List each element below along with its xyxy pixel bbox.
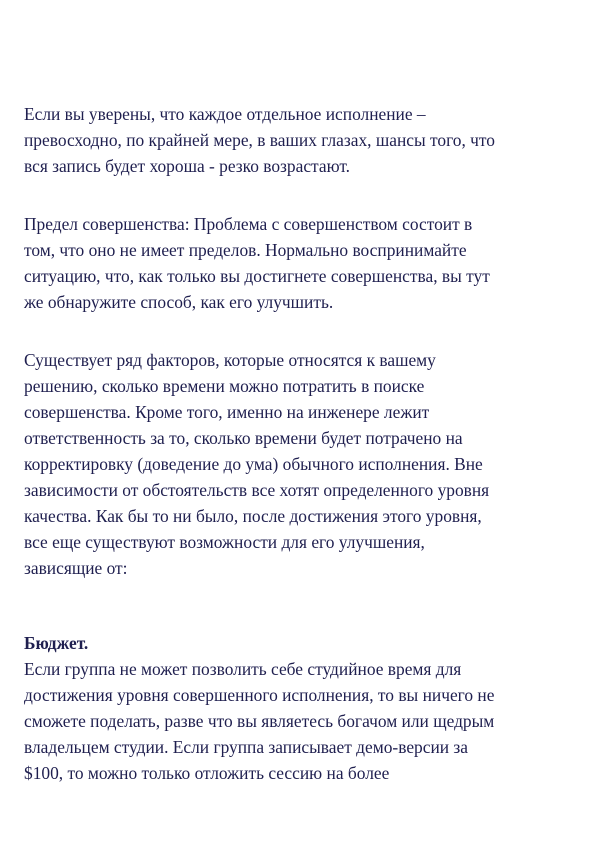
text-line: сможете поделать, разве что вы являетесь богачом или щедрым	[24, 711, 495, 731]
text-line: ответственность за то, сколько времени будет потрачено на	[24, 428, 463, 448]
section-heading: Бюджет.	[24, 633, 89, 653]
paragraph-factors	[24, 347, 574, 581]
text-line: качества. Как бы то ни было, после достижения этого уровня,	[24, 506, 482, 526]
text-line: же обнаружите способ, как его улучшить.	[24, 292, 334, 312]
text-line: ситуацию, что, как только вы достигнете совершенства, вы тут	[24, 266, 490, 286]
text-line: Существует ряд факторов, которые относятся к вашему	[24, 350, 436, 370]
text-line: достижения уровня совершенного исполнения, то вы ничего не	[24, 685, 495, 705]
text-line: $100, то можно только отложить сессию на более	[24, 763, 390, 783]
text-line: корректировку (доведение до ума) обычного исполнения. Вне	[24, 454, 483, 474]
text-line: все еще существуют возможности для его улучшения,	[24, 532, 425, 552]
text-line: превосходно, по крайней мере, в ваших глазах, шансы того, что	[24, 130, 495, 150]
text-line: вся запись будет хороша - резко возрастают.	[24, 156, 350, 176]
section-budget	[24, 630, 574, 786]
text-line: зависящие от:	[24, 558, 128, 578]
text-line: совершенства. Кроме того, именно на инженере лежит	[24, 402, 430, 422]
text-line: Предел совершенства: Проблема с совершенством состоит в	[24, 214, 473, 234]
text-line: зависимости от обстоятельств все хотят определенного уровня	[24, 480, 490, 500]
paragraph-individual-performance	[24, 101, 574, 179]
text-line: решению, сколько времени можно потратить в поиске	[24, 376, 425, 396]
paragraph-perfection-limit	[24, 211, 574, 315]
text-line: том, что оно не имеет пределов. Нормально воспринимайте	[24, 240, 467, 260]
text-line: владельцем студии. Если группа записывает демо-версии за	[24, 737, 469, 757]
text-line: Если вы уверены, что каждое отдельное исполнение –	[24, 104, 426, 124]
text-line: Если группа не может позволить себе студийное время для	[24, 659, 462, 679]
